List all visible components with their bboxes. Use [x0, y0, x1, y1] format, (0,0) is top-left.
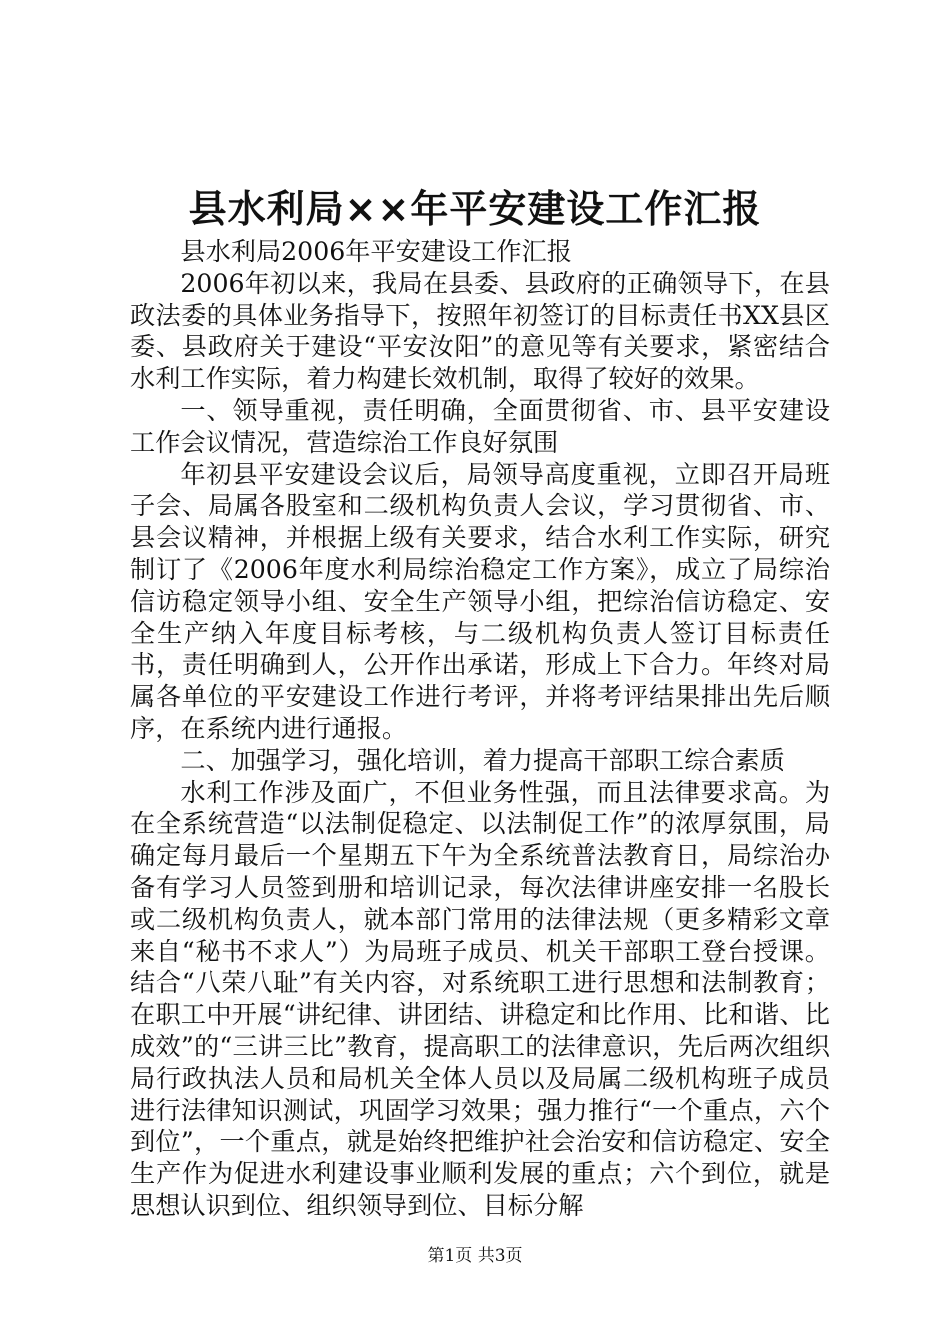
paragraph-subtitle: 县水利局2006年平安建设工作汇报 — [180, 237, 572, 266]
paragraph-section-1: 年初县平安建设会议后，局领导高度重视，立即召开局班子会、局属各股室和二级机构负责人会议，学习贯彻省、市、县会议精神，并根据上级有关要求，结合水利工作实际，研究制订了《2006年度水利局综治稳定工作方案》，成立了局综治信访稳定领导小组、安全生产领导小组，把综治信访稳定、安全生产纳入年度目标考核，与二级机构负责人签订目标责任书，责任明确到人，公开作出承诺，形成上下合力。年终对局属各单位的平安建设工作进行考评，并将考评结果排出先后顺序，在系统内进行通报。 — [130, 459, 830, 743]
document-title: 县水利局××年平安建设工作汇报 — [188, 187, 762, 231]
document-body — [130, 236, 830, 1222]
paragraph-intro: 2006年初以来，我局在县委、县政府的正确领导下，在县政法委的具体业务指导下，按照年初签订的目标责任书XX县区委、县政府关于建设“平安汝阳”的意见等有关要求，紧密结合水利工作实际，着力构建长效机制，取得了较好的效果。 — [130, 268, 830, 394]
section-heading-1: 一、领导重视，责任明确，全面贯彻省、市、县平安建设工作会议情况，营造综治工作良好氛围 — [130, 395, 830, 457]
page-footer: 第1页 共3页 — [427, 1246, 523, 1266]
paragraph-section-2: 水利工作涉及面广，不但业务性强，而且法律要求高。为在全系统营造“以法制促稳定、以法制促工作”的浓厚氛围，局确定每月最后一个星期五下午为全系统普法教育日，局综治办备有学习人员签到册和培训记录，每次法律讲座安排一名股长或二级机构负责人，就本部门常用的法律法规（更多精彩文章来自“秘书不求人”）为局班子成员、机关干部职工登台授课。结合“八荣八耻”有关内容，对系统职工进行思想和法制教育；在职工中开展“讲纪律、讲团结、讲稳定和比作用、比和谐、比成效”的“三讲三比”教育，提高职工的法律意识，先后两次组织局行政执法人员和局机关全体人员以及局属二级机构班子成员进行法律知识测试，巩固学习效果；强力推行“一个重点，六个到位”，一个重点，就是始终把维护社会治安和信访稳定、安全生产作为促进水利建设事业顺利发展的重点；六个到位，就是思想认识到位、组织领导到位、目标分解 — [130, 777, 830, 1220]
section-heading-2: 二、加强学习，强化培训，着力提高干部职工综合素质 — [180, 745, 785, 775]
